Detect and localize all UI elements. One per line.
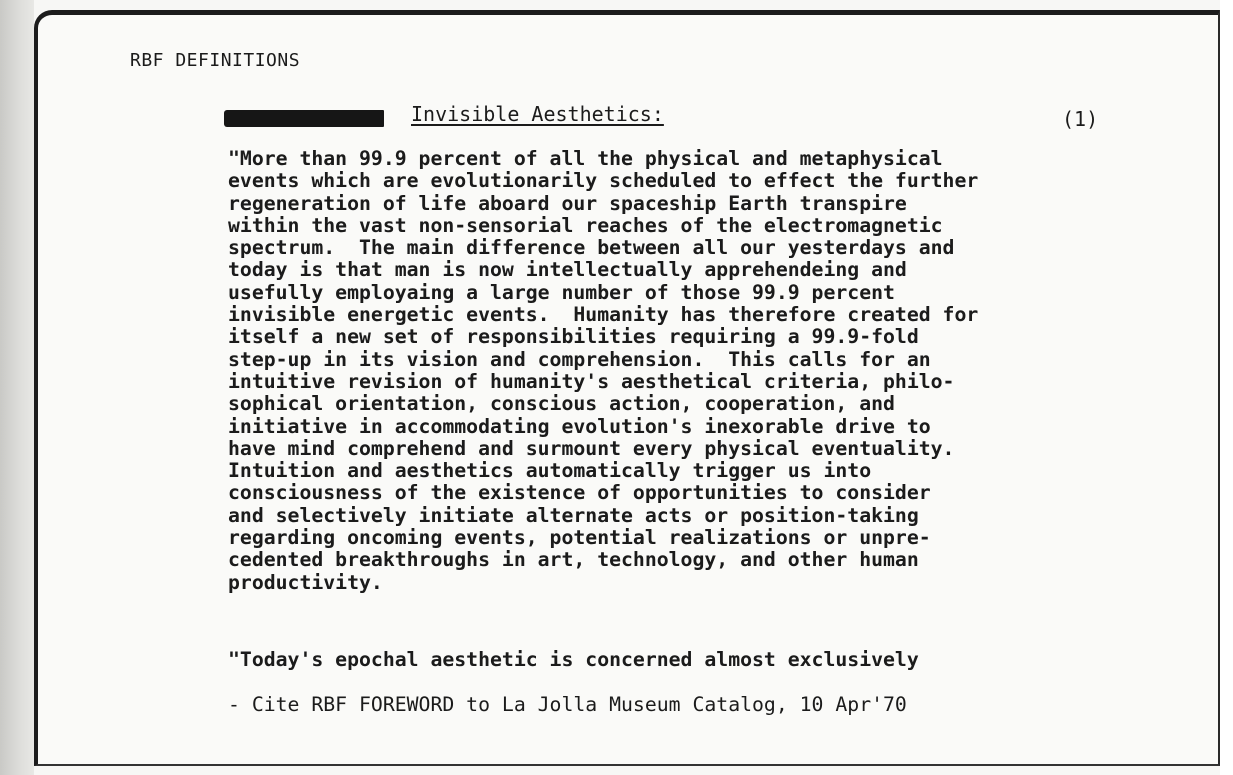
body-line: today is that man is now intellectually apprehendeing and bbox=[228, 258, 907, 282]
body-line: regeneration of life aboard our spaceship Earth transpire bbox=[228, 191, 907, 215]
second-paragraph: "Today's epochal aesthetic is concerned almost exclusively bbox=[228, 648, 919, 671]
page-edge bbox=[1220, 0, 1233, 775]
definition-heading: Invisible Aesthetics: bbox=[411, 102, 664, 126]
body-line: intuitive revision of humanity's aesthetical criteria, philo- bbox=[228, 369, 955, 393]
body-line: spectrum. The main difference between all our yesterdays and bbox=[228, 236, 955, 260]
body-line: step-up in its vision and comprehension. This calls for an bbox=[228, 347, 931, 371]
page-number: (1) bbox=[1062, 107, 1099, 131]
body-line: cedented breakthroughs in art, technology, and other human bbox=[228, 548, 919, 572]
body-line: invisible energetic events. Humanity has therefore created for bbox=[228, 303, 979, 327]
body-line: productivity. bbox=[228, 570, 383, 594]
body-line: and selectively initiate alternate acts or position-taking bbox=[228, 503, 919, 527]
body-line: initiative in accommodating evolution's inexorable drive to bbox=[228, 414, 931, 438]
body-line: usefully employaing a large number of those 99.9 percent bbox=[228, 280, 895, 304]
body-line: consciousness of the existence of opportunities to consider bbox=[228, 481, 931, 505]
body-line: events which are evolutionarily scheduled to effect the further bbox=[228, 169, 979, 193]
body-line: Intuition and aesthetics automatically trigger us into bbox=[228, 459, 872, 483]
definition-body bbox=[228, 148, 1128, 594]
body-line: "More than 99.9 percent of all the physical and metaphysical bbox=[228, 147, 943, 170]
redaction-bar bbox=[224, 110, 384, 127]
body-line: within the vast non-sensorial reaches of the electromagnetic bbox=[228, 213, 943, 237]
body-line: sophical orientation, conscious action, cooperation, and bbox=[228, 392, 895, 416]
body-line: have mind comprehend and surmount every physical eventuality. bbox=[228, 436, 955, 460]
citation-line: - Cite RBF FOREWORD to La Jolla Museum Catalog, 10 Apr'70 bbox=[228, 693, 907, 716]
body-line: regarding oncoming events, potential realizations or unpre- bbox=[228, 526, 931, 550]
body-line: itself a new set of responsibilities requiring a 99.9-fold bbox=[228, 325, 919, 349]
page-header: RBF DEFINITIONS bbox=[130, 50, 301, 71]
page-margin bbox=[0, 0, 34, 775]
